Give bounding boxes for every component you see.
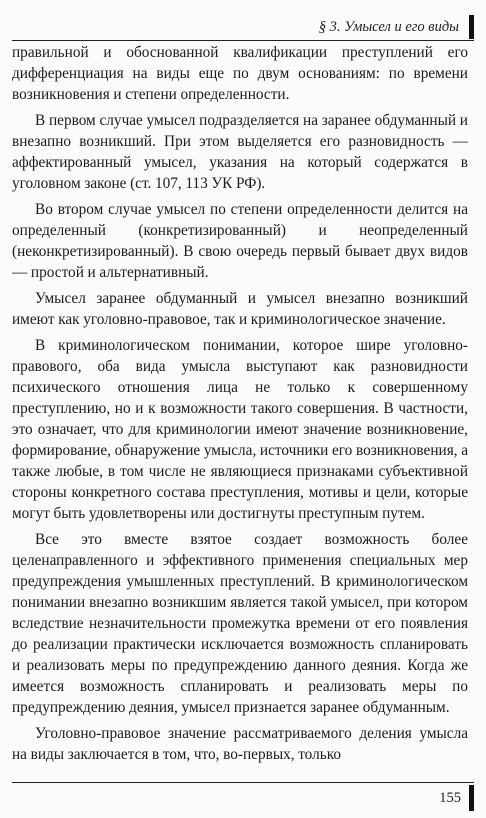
footer-rule xyxy=(12,782,474,783)
paragraph: Умысел заранее обдуманный и умысел внезапно возникший имеют как уголовно-правовое, так и криминологическое значение. xyxy=(12,290,468,328)
paragraph-continued: правильной и обоснованной квалификации преступлений его дифференциация на виды еще по двум основаниям: по времени возникновения и степени определенности. xyxy=(12,44,468,103)
paragraph: В криминологическом понимании, которое шире уголовно-правового, оба вида умысла выступают как разновидности психического отношения лица не только к совершенному преступлению, но и к возможности такого совершения. В частности, это означает, что для криминологии имеют значение возникновение, формирование, обнаружение умысла, источники его возникновения, а также любые, в том числе не являющиеся признаками субъективной стороны конкретного состава преступления, мотивы и цели, которые могут быть удовлетворены или достигнуты преступным путем. xyxy=(12,337,468,522)
page-number: 155 xyxy=(439,789,461,806)
running-header xyxy=(0,14,474,40)
paragraph: Все это вместе взятое создает возможность более целенаправленного и эффективного применения специальных мер предупреждения умышленных преступлений. В криминологическом понимании внезапно возникшим является такой умысел, при котором вследствие незначительности промежутка времени от его появления до реализации практически исключается возможность спланировать и реализовать меры по предупреждению данного деяния. Когда же имеется возможность спланировать и реализовать меры по предупреждению деяния, умысел признается заранее обдуманным. xyxy=(12,531,468,716)
page-body-text xyxy=(12,42,468,770)
paragraph: Уголовно-правовое значение рассматриваемого деления умысла на виды заключается в том, что, во-первых, только xyxy=(12,725,468,763)
running-header-title: § 3. Умысел и его виды xyxy=(318,18,459,35)
page-footer xyxy=(439,784,474,812)
header-thumb-bar xyxy=(469,15,474,39)
footer-thumb-bar xyxy=(469,785,474,811)
paragraph: В первом случае умысел подразделяется на заранее обдуманный и внезапно возникший. При этом выделяется его разновидность — аффектированный умысел, указания на который содержатся в уголовном законе (ст. 107, 113 УК РФ). xyxy=(12,112,468,192)
paragraph: Во втором случае умысел по степени определенности делится на определенный (конкретизированный) и неопределенный (неконкретизированный). В свою очередь первый бывает двух видов — простой и альтернативный. xyxy=(12,201,468,281)
